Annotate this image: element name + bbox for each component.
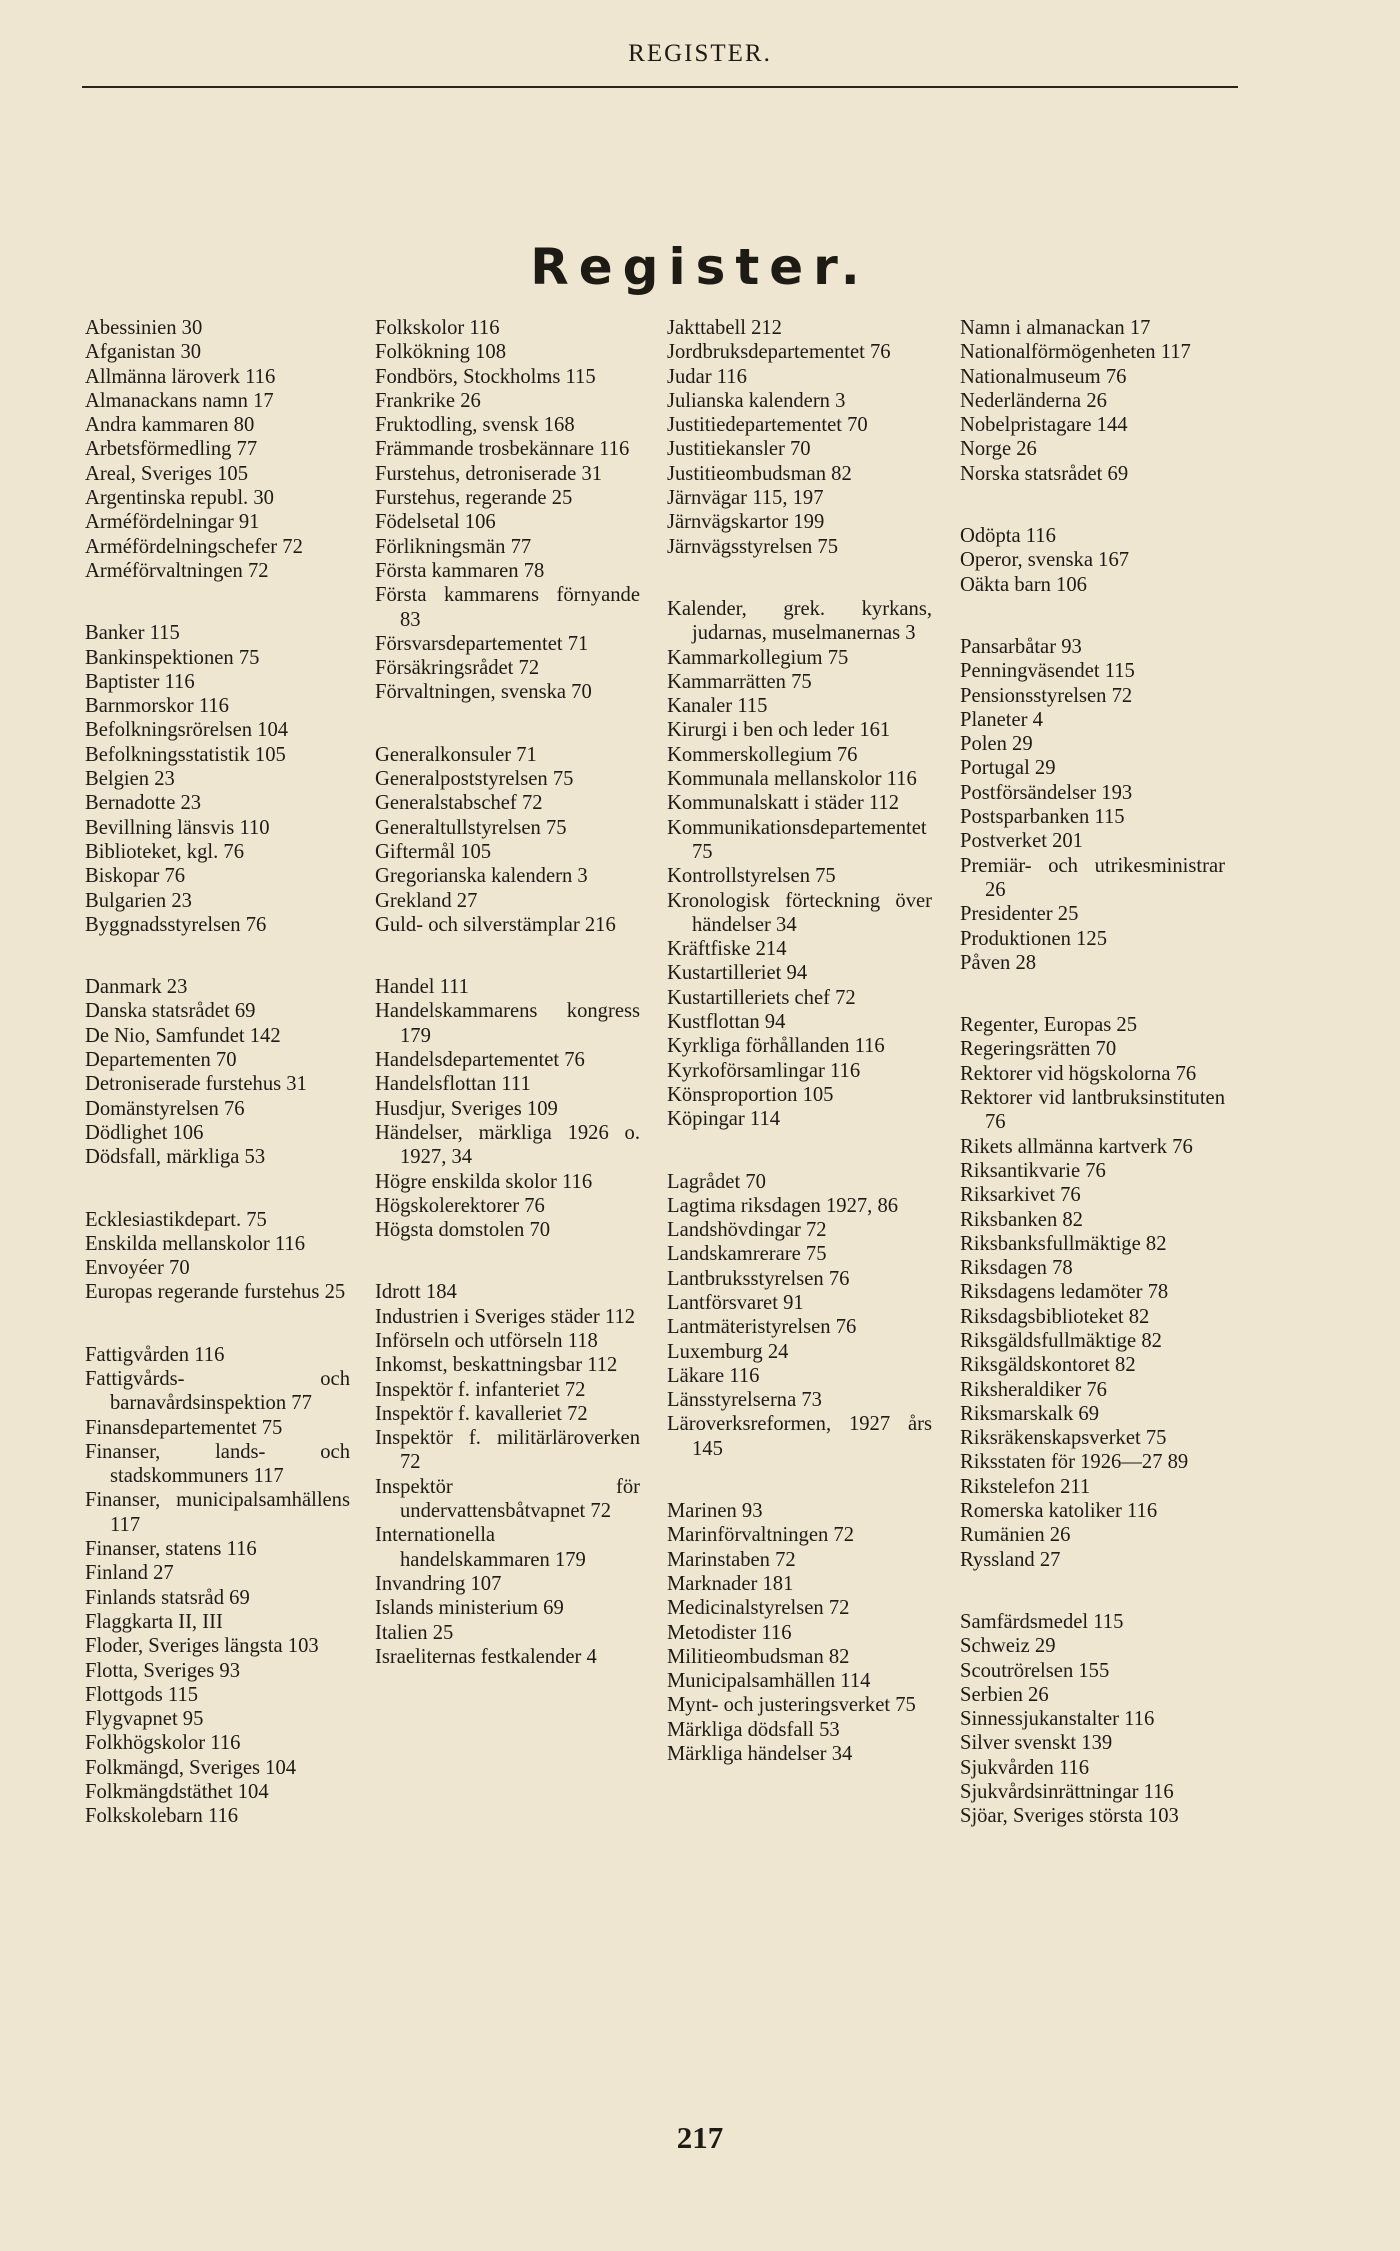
index-entry: Riksstaten för 1926—27 89 xyxy=(960,1451,1189,1474)
index-entry: Luxemburg 24 xyxy=(667,1340,789,1363)
index-entry: Sjukvården 116 xyxy=(960,1756,1090,1779)
index-entry: Domänstyrelsen 76 xyxy=(85,1097,245,1120)
index-entry: Nobelpristagare 144 xyxy=(960,414,1128,437)
index-entry: Befolkningsstatistik 105 xyxy=(85,743,286,766)
index-entry: Julianska kalendern 3 xyxy=(667,389,846,412)
letter-group xyxy=(85,1208,350,1305)
index-entry: Polen 29 xyxy=(960,733,1033,756)
index-entry: Sjöar, Sveriges största 103 xyxy=(960,1805,1179,1828)
index-entry: Länsstyrelserna 73 xyxy=(667,1389,822,1412)
index-entry: Landshövdingar 72 xyxy=(667,1219,827,1242)
index-entry: Påven 28 xyxy=(960,951,1037,974)
letter-group xyxy=(667,597,932,1132)
index-entry: Penningväsendet 115 xyxy=(960,660,1135,683)
index-entry: Högsta domstolen 70 xyxy=(375,1219,551,1242)
index-entry: Lantbruksstyrelsen 76 xyxy=(667,1267,850,1290)
index-entry: Industrien i Sveriges städer 112 xyxy=(375,1305,636,1328)
index-column-2 xyxy=(375,316,640,1669)
index-entry: Rektorer vid högskolorna 76 xyxy=(960,1062,1197,1085)
running-head: REGISTER. xyxy=(628,40,772,67)
index-entry: Justitiedepartementet 70 xyxy=(667,414,868,437)
index-entry: Ecklesiastikdepart. 75 xyxy=(85,1208,267,1231)
index-entry: Försvarsdepartementet 71 xyxy=(375,632,589,655)
index-entry: Giftermål 105 xyxy=(375,840,492,863)
index-entry: Riksdagsbiblioteket 82 xyxy=(960,1305,1150,1328)
index-entry: Operor, svenska 167 xyxy=(960,549,1130,572)
page-number: 217 xyxy=(676,2120,724,2155)
index-entry: Flottgods 115 xyxy=(85,1683,199,1706)
index-entry: Kontrollstyrelsen 75 xyxy=(667,865,836,888)
index-entry: Kanaler 115 xyxy=(667,695,768,718)
letter-group xyxy=(960,524,1225,597)
letter-group xyxy=(667,1499,932,1766)
index-entry: Norska statsrådet 69 xyxy=(960,462,1129,485)
index-entry: Biblioteket, kgl. 76 xyxy=(85,840,245,863)
header-rule xyxy=(82,86,1238,88)
index-column-3 xyxy=(667,316,932,1766)
index-entry: Internationella handelskammaren 179 xyxy=(375,1524,586,1571)
index-entry: Produktionen 125 xyxy=(960,927,1108,950)
index-entry: Enskilda mellanskolor 116 xyxy=(85,1232,306,1255)
index-entry: Förlikningsmän 77 xyxy=(375,535,532,558)
index-entry: Scoutrörelsen 155 xyxy=(960,1659,1110,1682)
index-entry: Kammarkollegium 75 xyxy=(667,646,849,669)
index-entry: Kommunalskatt i städer 112 xyxy=(667,792,900,815)
index-entry: Sinnessjukanstalter 116 xyxy=(960,1708,1155,1731)
index-entry: Flaggkarta II, III xyxy=(85,1610,223,1633)
index-entry: Baptister 116 xyxy=(85,670,195,693)
index-entry: Nationalmuseum 76 xyxy=(960,365,1127,388)
letter-group xyxy=(85,975,350,1169)
index-entry: De Nio, Samfundet 142 xyxy=(85,1024,281,1047)
letter-group xyxy=(375,316,640,705)
index-entry: Banker 115 xyxy=(85,622,180,645)
letter-group xyxy=(960,1013,1225,1572)
index-entry: Bulgarien 23 xyxy=(85,889,192,912)
index-entry: Flygvapnet 95 xyxy=(85,1708,204,1731)
index-entry: Byggnadsstyrelsen 76 xyxy=(85,913,267,936)
index-entry: Inspektör för undervattensbåtvapnet 72 xyxy=(375,1475,640,1523)
index-entry: Portugal 29 xyxy=(960,757,1056,780)
index-entry: Folkskolor 116 xyxy=(375,317,500,339)
letter-group xyxy=(667,1170,932,1462)
letter-group xyxy=(667,316,932,559)
index-entry: Sjukvårdsinrättningar 116 xyxy=(960,1781,1174,1804)
index-entry: Finland 27 xyxy=(85,1562,174,1585)
index-entry: Rikstelefon 211 xyxy=(960,1475,1091,1498)
index-entry: Dödsfall, märkliga 53 xyxy=(85,1146,266,1169)
letter-group xyxy=(960,316,1225,486)
index-entry: Judar 116 xyxy=(667,365,747,388)
index-entry: Floder, Sveriges längsta 103 xyxy=(85,1635,319,1658)
index-entry: Fattigvårds- och barnavårdsinspektion 77 xyxy=(85,1367,350,1415)
index-entry: Generalstabschef 72 xyxy=(375,792,543,815)
index-entry: Metodister 116 xyxy=(667,1621,792,1644)
index-entry: Justitiekansler 70 xyxy=(667,438,811,461)
index-entry: Kustartilleriets chef 72 xyxy=(667,986,856,1009)
index-entry: Marinen 93 xyxy=(667,1500,763,1523)
index-entry: Högre enskilda skolor 116 xyxy=(375,1170,593,1193)
index-entry: Kyrkoförsamlingar 116 xyxy=(667,1059,861,1082)
index-entry: Detroniserade furstehus 31 xyxy=(85,1073,307,1096)
index-entry: Silver svenskt 139 xyxy=(960,1732,1113,1755)
index-entry: Fruktodling, svensk 168 xyxy=(375,414,575,437)
index-entry: Grekland 27 xyxy=(375,889,478,912)
index-entry: Envoyéer 70 xyxy=(85,1257,190,1280)
index-entry: Kalender, grek. kyrkans, judarnas, muselmanernas 3 xyxy=(667,597,932,645)
index-entry: Kommerskollegium 76 xyxy=(667,743,858,766)
index-entry: Planeter 4 xyxy=(960,708,1043,731)
index-entry: Befolkningsrörelsen 104 xyxy=(85,719,289,742)
index-entry: Riksbanksfullmäktige 82 xyxy=(960,1232,1167,1255)
index-entry: Händelser, märkliga 1926 o. 1927, 34 xyxy=(375,1121,640,1169)
letter-group xyxy=(375,975,640,1242)
index-entry: Fondbörs, Stockholms 115 xyxy=(375,365,596,388)
index-entry: Marinförvaltningen 72 xyxy=(667,1524,855,1547)
index-entry: Köpingar 114 xyxy=(667,1108,781,1131)
index-entry: Generalkonsuler 71 xyxy=(375,743,537,766)
index-entry: Riksheraldiker 76 xyxy=(960,1378,1107,1401)
index-entry: Nederländerna 26 xyxy=(960,389,1107,412)
index-entry: Inspektör f. infanteriet 72 xyxy=(375,1378,586,1401)
index-entry: Municipalsamhällen 114 xyxy=(667,1670,871,1693)
index-entry: Riksarkivet 76 xyxy=(960,1184,1081,1207)
index-entry: Idrott 184 xyxy=(375,1281,457,1304)
index-entry: Riksantikvarie 76 xyxy=(960,1159,1106,1182)
index-entry: Presidenter 25 xyxy=(960,903,1079,926)
index-entry: Högskolerektorer 76 xyxy=(375,1194,545,1217)
index-entry: Riksmarskalk 69 xyxy=(960,1402,1099,1425)
index-entry: Första kammarens förnyande 83 xyxy=(375,584,640,631)
index-entry: Almanackans namn 17 xyxy=(85,389,274,412)
index-entry: Kustartilleriet 94 xyxy=(667,962,808,985)
index-entry: Riksgäldskontoret 82 xyxy=(960,1354,1136,1377)
index-entry: Födelsetal 106 xyxy=(375,511,496,534)
index-entry: Militieombudsman 82 xyxy=(667,1645,850,1668)
index-entry: Fattigvården 116 xyxy=(85,1343,225,1366)
index-entry: Kräftfiske 214 xyxy=(667,938,787,961)
index-entry: Dödlighet 106 xyxy=(85,1121,204,1144)
index-entry: Inkomst, beskattningsbar 112 xyxy=(375,1354,618,1377)
index-entry: Flotta, Sveriges 93 xyxy=(85,1659,241,1682)
index-entry: Marknader 181 xyxy=(667,1572,794,1595)
index-entry: Första kammaren 78 xyxy=(375,559,545,582)
index-entry: Marinstaben 72 xyxy=(667,1548,796,1571)
index-entry: Bernadotte 23 xyxy=(85,792,202,815)
index-entry: Riksräkenskapsverket 75 xyxy=(960,1427,1167,1450)
letter-group xyxy=(375,1280,640,1669)
index-entry: Handelskammarens kongress 179 xyxy=(375,1000,640,1047)
index-entry: Pansarbåtar 93 xyxy=(960,635,1082,658)
index-entry: Gregorianska kalendern 3 xyxy=(375,865,588,888)
index-entry: Kronologisk förteckning över händelser 34 xyxy=(667,889,932,936)
index-entry: Islands ministerium 69 xyxy=(375,1597,564,1620)
index-entry: Norge 26 xyxy=(960,438,1037,461)
index-entry: Kommunikationsdepartementet 75 xyxy=(667,816,927,863)
index-entry: Rumänien 26 xyxy=(960,1524,1071,1547)
index-entry: Arméförvaltningen 72 xyxy=(85,559,269,582)
index-entry: Lagrådet 70 xyxy=(667,1170,766,1193)
index-entry: Regenter, Europas 25 xyxy=(960,1014,1138,1037)
index-entry: Allmänna läroverk 116 xyxy=(85,365,276,388)
index-entry: Folkökning 108 xyxy=(375,341,507,364)
index-entry: Folkmängd, Sveriges 104 xyxy=(85,1756,297,1779)
index-entry: Läroverksreformen, 1927 års 145 xyxy=(667,1413,932,1460)
index-entry: Nationalförmögenheten 117 xyxy=(960,341,1191,364)
index-entry: Könsproportion 105 xyxy=(667,1083,834,1106)
index-entry: Bankinspektionen 75 xyxy=(85,646,260,669)
letter-group xyxy=(960,1610,1225,1829)
index-entry: Jordbruksdepartementet 76 xyxy=(667,341,891,364)
index-entry: Lantmäteristyrelsen 76 xyxy=(667,1316,857,1339)
index-entry: Kirurgi i ben och leder 161 xyxy=(667,719,891,742)
index-entry: Argentinska republ. 30 xyxy=(85,487,274,510)
index-entry: Förvaltningen, svenska 70 xyxy=(375,681,592,704)
index-entry: Husdjur, Sveriges 109 xyxy=(375,1097,558,1120)
page-title: Register. xyxy=(530,238,870,296)
index-entry: Postförsändelser 193 xyxy=(960,781,1133,804)
index-entry: Postverket 201 xyxy=(960,830,1083,853)
index-entry: Italien 25 xyxy=(375,1621,454,1644)
index-column-1 xyxy=(85,316,350,1829)
index-entry: Mynt- och justeringsverket 75 xyxy=(667,1694,916,1717)
index-entry: Postsparbanken 115 xyxy=(960,806,1125,829)
index-entry: Märkliga dödsfall 53 xyxy=(667,1718,840,1741)
index-entry: Införseln och utförseln 118 xyxy=(375,1329,598,1352)
index-entry: Oäkta barn 106 xyxy=(960,573,1087,596)
index-entry: Jakttabell 212 xyxy=(667,317,782,339)
index-entry: Arméfördelningschefer 72 xyxy=(85,535,303,558)
index-entry: Israeliternas festkalender 4 xyxy=(375,1645,597,1668)
index-entry: Försäkringsrådet 72 xyxy=(375,657,540,680)
index-entry: Finanser, lands- och stadskommuners 117 xyxy=(85,1440,350,1488)
index-entry: Afganistan 30 xyxy=(85,341,202,364)
index-entry: Finansdepartementet 75 xyxy=(85,1416,283,1439)
index-entry: Inspektör f. kavalleriet 72 xyxy=(375,1402,588,1425)
index-entry: Schweiz 29 xyxy=(960,1635,1056,1658)
index-entry: Regeringsrätten 70 xyxy=(960,1038,1117,1061)
index-entry: Märkliga händelser 34 xyxy=(667,1743,853,1766)
index-entry: Barnmorskor 116 xyxy=(85,695,229,718)
index-entry: Kommunala mellanskolor 116 xyxy=(667,768,917,791)
index-entry: Justitieombudsman 82 xyxy=(667,462,852,485)
index-entry: Järnvägar 115, 197 xyxy=(667,487,824,510)
index-entry: Riksgäldsfullmäktige 82 xyxy=(960,1329,1162,1352)
index-entry: Biskopar 76 xyxy=(85,865,186,888)
index-entry: Medicinalstyrelsen 72 xyxy=(667,1597,850,1620)
index-entry: Furstehus, regerande 25 xyxy=(375,487,573,510)
index-entry: Inspektör f. militärläroverken 72 xyxy=(375,1427,640,1474)
index-entry: Bevillning länsvis 110 xyxy=(85,816,270,839)
index-entry: Finanser, statens 116 xyxy=(85,1538,257,1561)
index-entry: Serbien 26 xyxy=(960,1683,1049,1706)
index-entry: Lagtima riksdagen 1927, 86 xyxy=(667,1194,899,1217)
index-entry: Danska statsrådet 69 xyxy=(85,1000,256,1023)
index-entry: Romerska katoliker 116 xyxy=(960,1500,1158,1523)
index-entry: Generaltullstyrelsen 75 xyxy=(375,816,567,839)
index-entry: Finanser, municipalsamhällens 117 xyxy=(85,1489,350,1536)
index-entry: Folkhögskolor 116 xyxy=(85,1732,241,1755)
index-entry: Folkmängdstäthet 104 xyxy=(85,1781,269,1804)
index-entry: Rikets allmänna kartverk 76 xyxy=(960,1135,1193,1158)
letter-group xyxy=(375,743,640,937)
index-entry: Handelsdepartementet 76 xyxy=(375,1049,585,1072)
index-entry: Areal, Sveriges 105 xyxy=(85,462,248,485)
index-entry: Kustflottan 94 xyxy=(667,1011,786,1034)
index-entry: Belgien 23 xyxy=(85,768,175,791)
index-column-4 xyxy=(960,316,1225,1829)
index-entry: Premiär- och utrikesministrar 26 xyxy=(960,854,1225,901)
index-entry: Samfärdsmedel 115 xyxy=(960,1610,1124,1633)
index-entry: Abessinien 30 xyxy=(85,317,203,339)
index-entry: Arbetsförmedling 77 xyxy=(85,438,258,461)
index-entry: Furstehus, detroniserade 31 xyxy=(375,462,603,485)
index-entry: Riksdagens ledamöter 78 xyxy=(960,1281,1169,1304)
index-entry: Europas regerande furstehus 25 xyxy=(85,1281,346,1304)
index-entry: Andra kammaren 80 xyxy=(85,414,255,437)
index-entry: Främmande trosbekännare 116 xyxy=(375,438,630,461)
letter-group xyxy=(85,1343,350,1829)
letter-group xyxy=(960,635,1225,975)
index-entry: Lantförsvaret 91 xyxy=(667,1291,804,1314)
index-entry: Järnvägsstyrelsen 75 xyxy=(667,535,839,558)
index-entry: Finlands statsråd 69 xyxy=(85,1586,250,1609)
index-entry: Danmark 23 xyxy=(85,976,188,999)
index-entry: Landskamrerare 75 xyxy=(667,1243,827,1266)
index-entry: Kyrkliga förhållanden 116 xyxy=(667,1035,885,1058)
index-entry: Ryssland 27 xyxy=(960,1548,1061,1571)
index-entry: Riksbanken 82 xyxy=(960,1208,1083,1231)
index-entry: Generalpoststyrelsen 75 xyxy=(375,768,574,791)
index-entry: Kammarrätten 75 xyxy=(667,670,812,693)
index-entry: Rektorer vid lantbruksinstituten 76 xyxy=(960,1087,1225,1134)
index-entry: Namn i almanackan 17 xyxy=(960,317,1151,339)
index-entry: Departementen 70 xyxy=(85,1049,237,1072)
index-entry: Handel 111 xyxy=(375,976,469,999)
index-entry: Folkskolebarn 116 xyxy=(85,1805,239,1828)
index-entry: Riksdagen 78 xyxy=(960,1257,1073,1280)
index-entry: Läkare 116 xyxy=(667,1364,760,1387)
index-entry: Frankrike 26 xyxy=(375,389,481,412)
index-entry: Odöpta 116 xyxy=(960,525,1056,548)
index-entry: Arméfördelningar 91 xyxy=(85,511,260,534)
index-entry: Pensionsstyrelsen 72 xyxy=(960,684,1133,707)
index-entry: Järnvägskartor 199 xyxy=(667,511,825,534)
index-entry: Handelsflottan 111 xyxy=(375,1073,531,1096)
index-entry: Guld- och silverstämplar 216 xyxy=(375,913,616,936)
letter-group xyxy=(85,621,350,937)
letter-group xyxy=(85,316,350,583)
index-entry: Invandring 107 xyxy=(375,1572,502,1595)
